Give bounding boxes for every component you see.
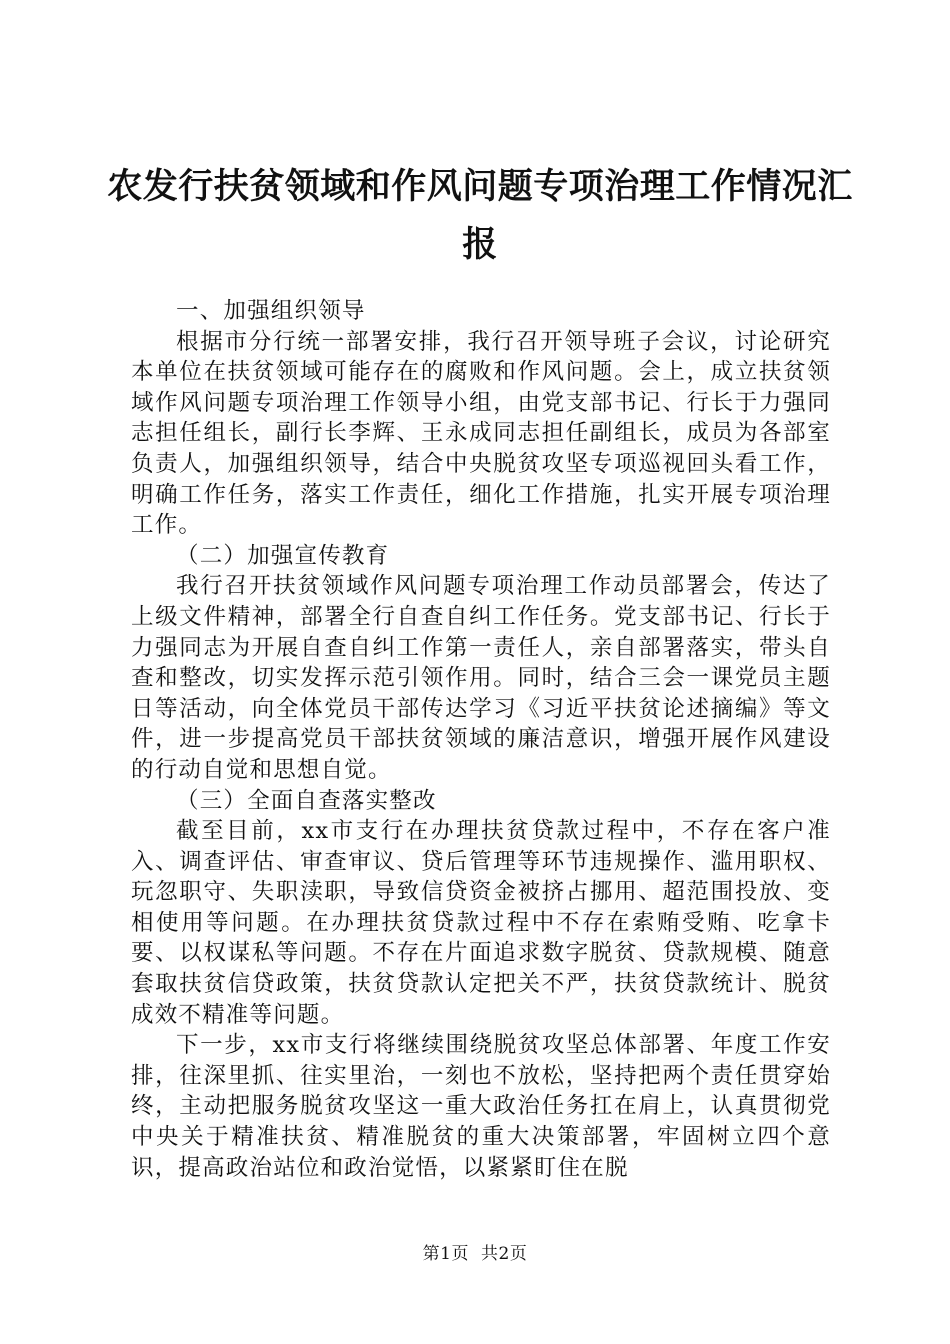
paragraph: 下一步，xx市支行将继续围绕脱贫攻坚总体部署、年度工作安排，往深里抓、往实里治，一刻也不放松，坚持把两个责任贯穿始终，主动把服务脱贫攻坚这一重大政治任务扛在肩上，认真贯彻党中央关于精准扶贫、精准脱贫的重大决策部署，牢固树立四个意识，提高政治站位和政治觉悟，以紧紧盯住在脱 (131, 1032, 831, 1181)
section-heading: 一、加强组织领导 (176, 298, 366, 324)
page-footer (0, 1242, 950, 1266)
section-heading: （三）全面自查落实整改 (176, 787, 437, 814)
document-title: 农发行扶贫领域和作风问题专项治理工作情况汇报 (107, 166, 853, 265)
section-heading: （二）加强宣传教育 (176, 542, 390, 569)
page-number: 第1页 (422, 1244, 469, 1264)
page-total: 共2页 (481, 1244, 528, 1264)
paragraph: 根据市分行统一部署安排，我行召开领导班子会议，讨论研究本单位在扶贫领域可能存在的腐败和作风问题。会上，成立扶贫领域作风问题专项治理工作领导小组，由党支部书记、行长于力强同志担任组长，副行长李辉、王永成同志担任副组长，成员为各部室负责人，加强组织领导，结合中央脱贫攻坚专项巡视回头看工作，明确工作任务，落实工作责任，细化工作措施，扎实开展专项治理工作。 (131, 328, 831, 539)
paragraph: 我行召开扶贫领域作风问题专项治理工作动员部署会，传达了上级文件精神，部署全行自查自纠工作任务。党支部书记、行长于力强同志为开展自查自纠工作第一责任人，亲自部署落实，带头自查和整改，切实发挥示范引领作用。同时，结合三会一课党员主题日等活动，向全体党员干部传达学习《习近平扶贫论述摘编》等文件，进一步提高党员干部扶贫领域的廉洁意识，增强开展作风建设的行动自觉和思想自觉。 (131, 573, 831, 783)
document-body (131, 296, 831, 1183)
paragraph: 截至目前，xx市支行在办理扶贫贷款过程中，不存在客户准入、调查评估、审查审议、贷后管理等环节违规操作、滥用职权、玩忽职守、失职渎职，导致信贷资金被挤占挪用、超范围投放、变相使用等问题。在办理扶贫贷款过程中不存在索贿受贿、吃拿卡要、以权谋私等问题。不存在片面追求数字脱贫、贷款规模、随意套取扶贫信贷政策，扶贫贷款认定把关不严，扶贫贷款统计、脱贫成效不精准等问题。 (131, 818, 831, 1028)
